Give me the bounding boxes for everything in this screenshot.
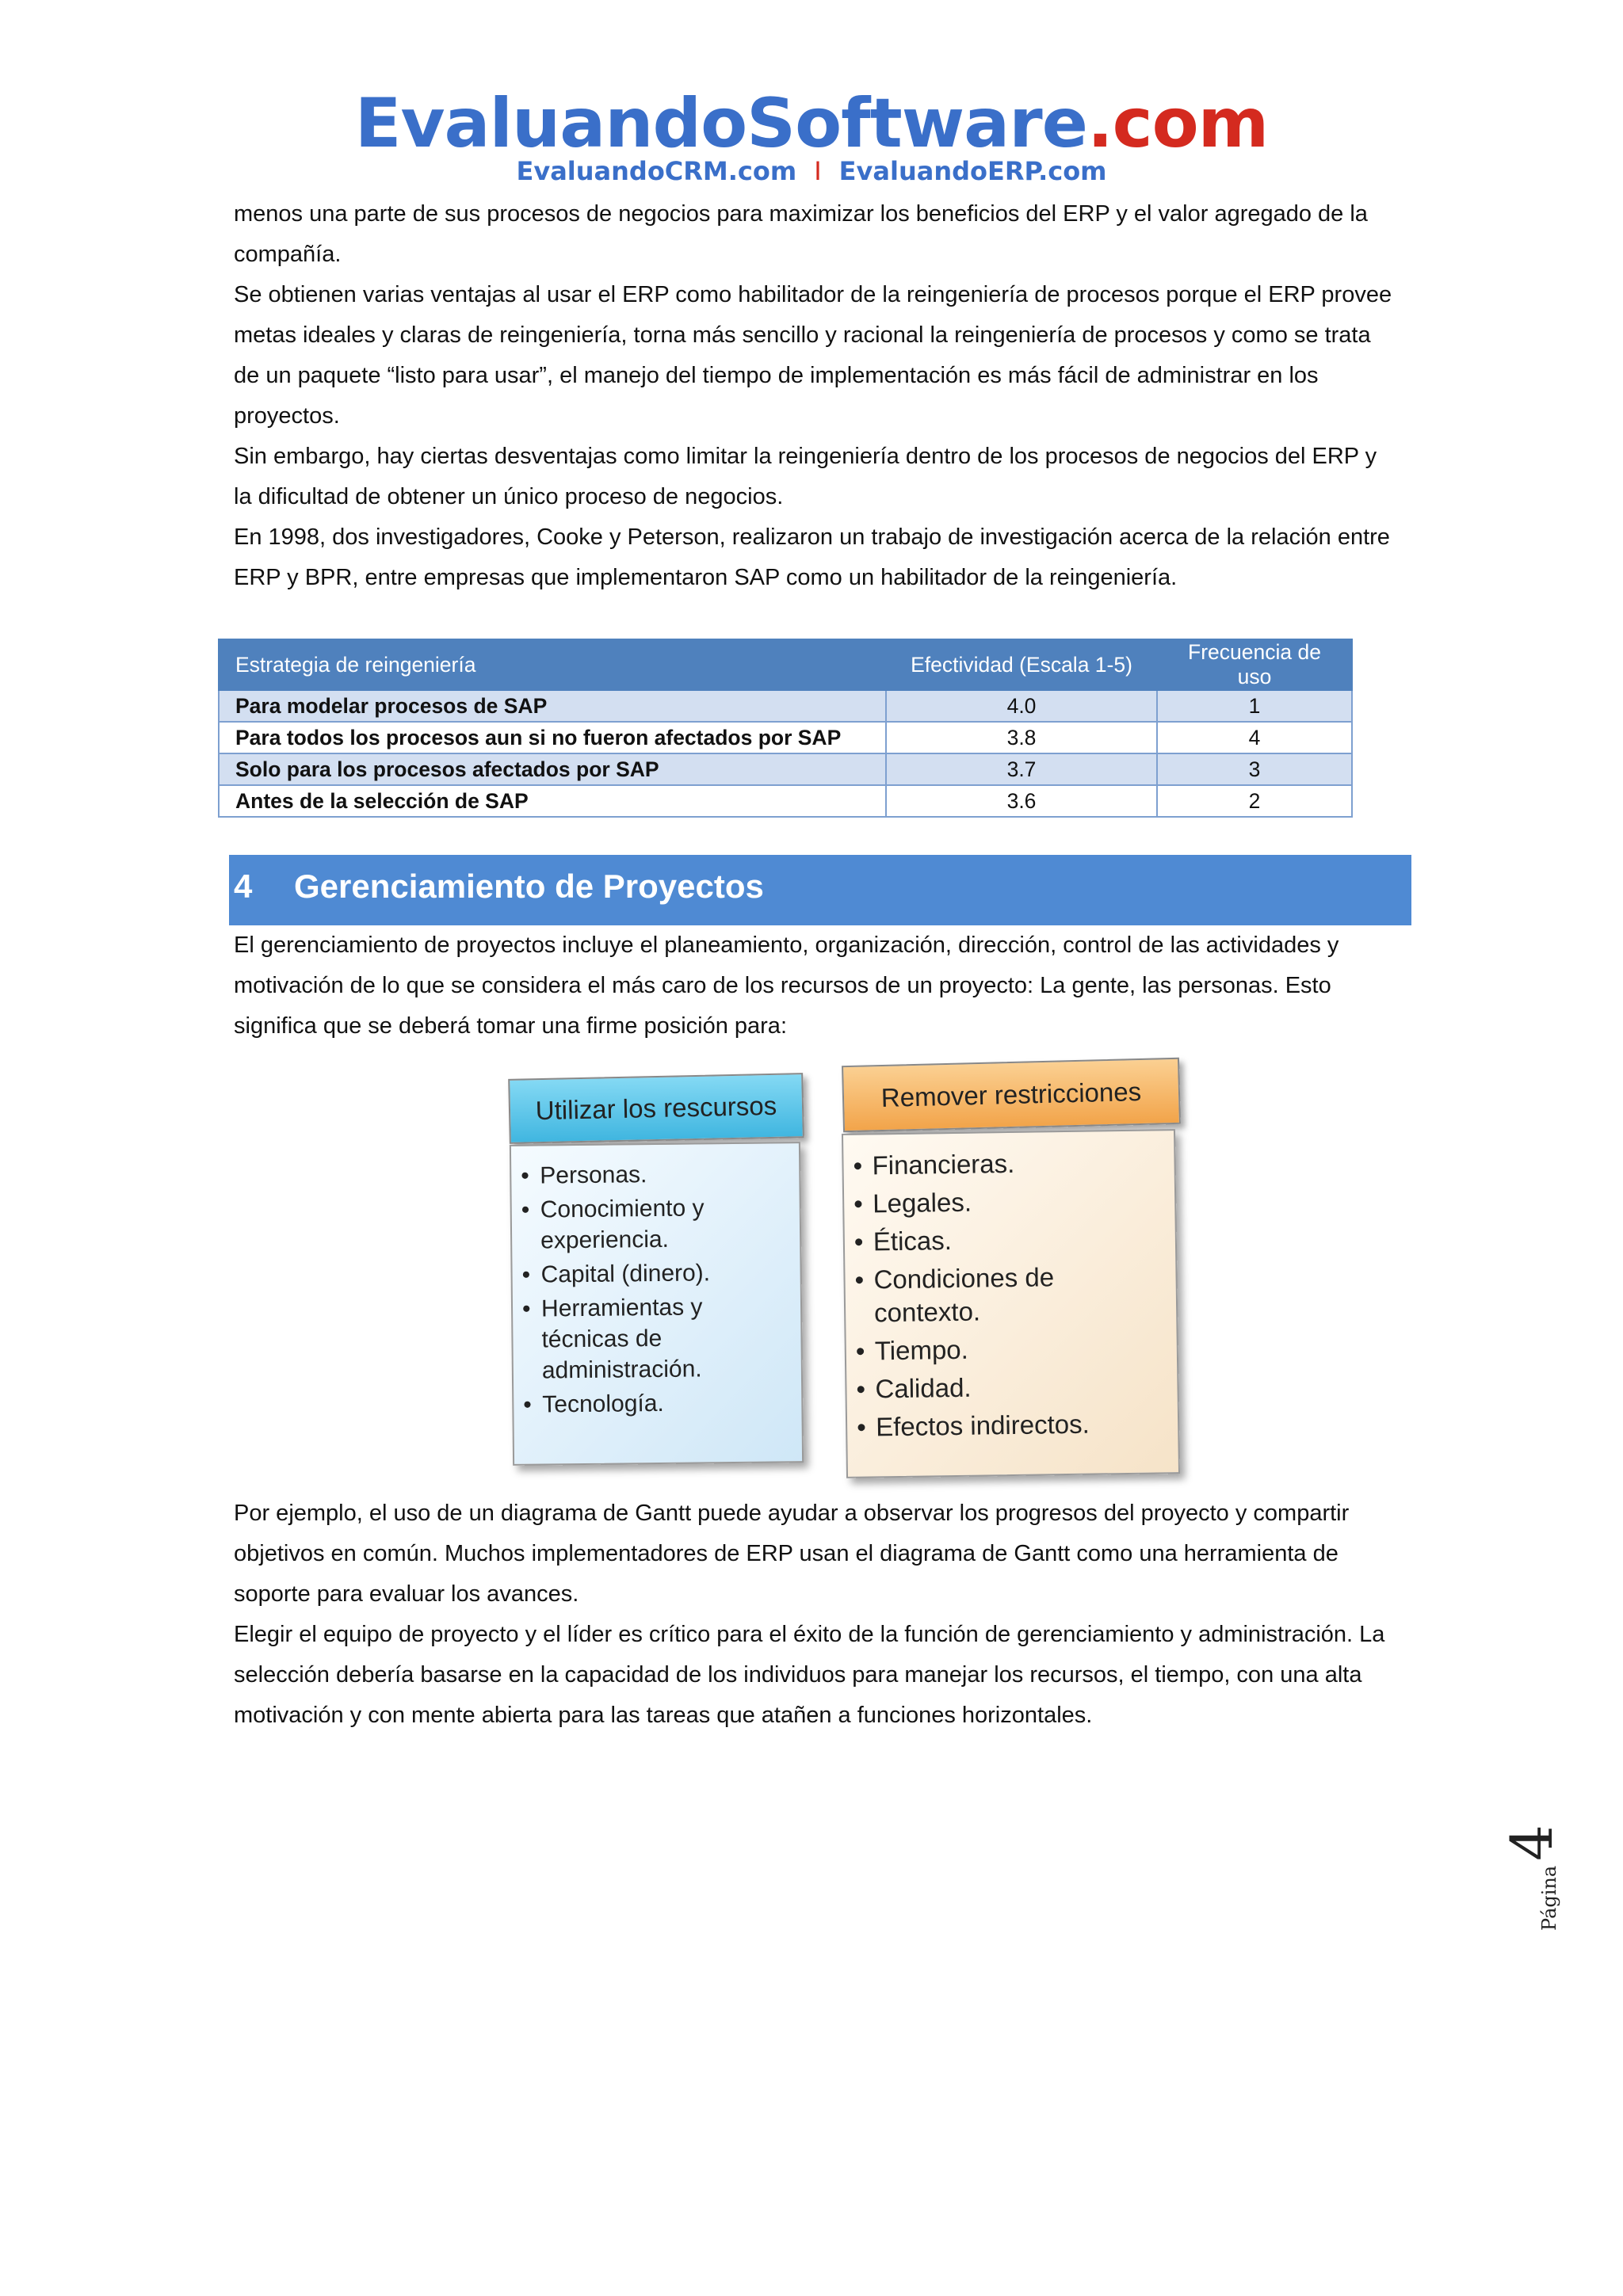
logo-sub-erp: EvaluandoERP.com	[838, 156, 1107, 186]
reengineering-strategy-table	[218, 639, 1353, 818]
list-item: • Personas.	[519, 1158, 788, 1192]
page-number	[1490, 1814, 1565, 1941]
table-cell-strategy: Solo para los procesos afectados por SAP	[219, 753, 886, 785]
list-item: • Éticas.	[853, 1221, 1165, 1258]
section-number: 4	[234, 868, 253, 905]
table-header-row	[219, 639, 1352, 690]
restrictions-card-body	[842, 1129, 1180, 1478]
table-header-frequency: Frecuencia de uso	[1157, 639, 1352, 690]
intro-paragraph-2: Se obtienen varias ventajas al usar el ERP como habilitador de la reingeniería de procesos porque el ERP provee metas ideales y claras de reingeniería, torna más sencillo y racional la reingeniería de procesos y como se trata de un paquete “listo para usar”, el manejo del tiempo de implementación es más fácil de administrar en los proyectos.	[234, 282, 1392, 429]
list-item: • Condiciones de contexto.	[853, 1259, 1165, 1329]
table-cell-effectiveness: 3.6	[886, 785, 1157, 817]
table-cell-strategy: Antes de la selección de SAP	[219, 785, 886, 817]
list-item: • Financieras.	[851, 1145, 1163, 1182]
logo-sub-separator: I	[814, 156, 822, 186]
intro-paragraph-4: En 1998, dos investigadores, Cooke y Peterson, realizaron un trabajo de investigación acerca de la relación entre ERP y BPR, entre empresas que implementaron SAP como un habilitador de la reingeniería.	[234, 524, 1390, 590]
restrictions-list	[851, 1145, 1167, 1444]
intro-paragraph-1: menos una parte de sus procesos de negocios para maximizar los beneficios del ERP y el valor agregado de la compañía.	[234, 201, 1368, 267]
table-header-effectiveness: Efectividad (Escala 1-5)	[886, 639, 1157, 690]
list-item: • Tecnología.	[521, 1386, 790, 1421]
page-number-value: 4	[1499, 1825, 1565, 1861]
table-cell-frequency: 1	[1157, 690, 1352, 722]
resources-card-body	[510, 1142, 804, 1466]
table-row	[219, 690, 1352, 722]
table-row	[219, 753, 1352, 785]
page-label: Página	[1538, 1865, 1560, 1931]
table-cell-effectiveness: 4.0	[886, 690, 1157, 722]
resources-list	[519, 1158, 790, 1421]
logo-title-main: EvaluandoSoftware	[354, 84, 1087, 163]
list-item: • Legales.	[852, 1183, 1164, 1220]
list-item: • Capital (dinero).	[520, 1257, 789, 1291]
logo-subtitle	[0, 157, 1623, 185]
closing-paragraph-2: Elegir el equipo de proyecto y el líder es crítico para el éxito de la función de gerenciamiento y administración. La selección debería basarse en la capacidad de los individuos para manejar los recursos, el tiempo, con una alta motivación y con mente abierta para las tareas que atañen a funciones horizontales.	[234, 1622, 1385, 1728]
list-item: • Calidad.	[854, 1368, 1167, 1405]
list-item: • Herramientas y técnicas de administración.	[521, 1291, 790, 1386]
list-item: • Conocimiento y experiencia.	[520, 1192, 789, 1257]
logo-title-domain: .com	[1086, 84, 1269, 163]
resources-card-title: Utilizar los rescursos	[508, 1073, 804, 1144]
list-item: • Tiempo.	[854, 1330, 1167, 1367]
list-item: • Efectos indirectos.	[855, 1406, 1167, 1444]
table-cell-strategy: Para todos los procesos aun si no fueron afectados por SAP	[219, 722, 886, 753]
table-row	[219, 722, 1352, 753]
table-row	[219, 785, 1352, 817]
logo-sub-crm: EvaluandoCRM.com	[516, 156, 797, 186]
table-cell-frequency: 4	[1157, 722, 1352, 753]
table-cell-effectiveness: 3.7	[886, 753, 1157, 785]
closing-paragraph-1: Por ejemplo, el uso de un diagrama de Gantt puede ayudar a observar los progresos del proyecto y compartir objetivos en común. Muchos implementadores de ERP usan el diagrama de Gantt como una herramienta de soporte para evaluar los avances.	[234, 1501, 1350, 1607]
table-cell-effectiveness: 3.8	[886, 722, 1157, 753]
table-cell-strategy: Para modelar procesos de SAP	[219, 690, 886, 722]
restrictions-card-title: Remover restricciones	[842, 1058, 1181, 1132]
logo-title	[0, 86, 1623, 162]
table-cell-frequency: 2	[1157, 785, 1352, 817]
table-cell-frequency: 3	[1157, 753, 1352, 785]
intro-paragraph-3: Sin embargo, hay ciertas desventajas como limitar la reingeniería dentro de los procesos de negocios del ERP y la dificultad de obtener un único proceso de negocios.	[234, 444, 1377, 509]
table-header-strategy: Estrategia de reingeniería	[219, 639, 886, 690]
site-logo	[0, 86, 1623, 185]
section-title: Gerenciamiento de Proyectos	[294, 868, 764, 905]
section-paragraph: El gerenciamiento de proyectos incluye el planeamiento, organización, dirección, control de las actividades y motivación de lo que se considera el más caro de los recursos de un proyecto: La gente, las personas. Esto significa que se deberá tomar una firme posición para:	[234, 933, 1339, 1039]
section-heading	[229, 855, 1411, 925]
